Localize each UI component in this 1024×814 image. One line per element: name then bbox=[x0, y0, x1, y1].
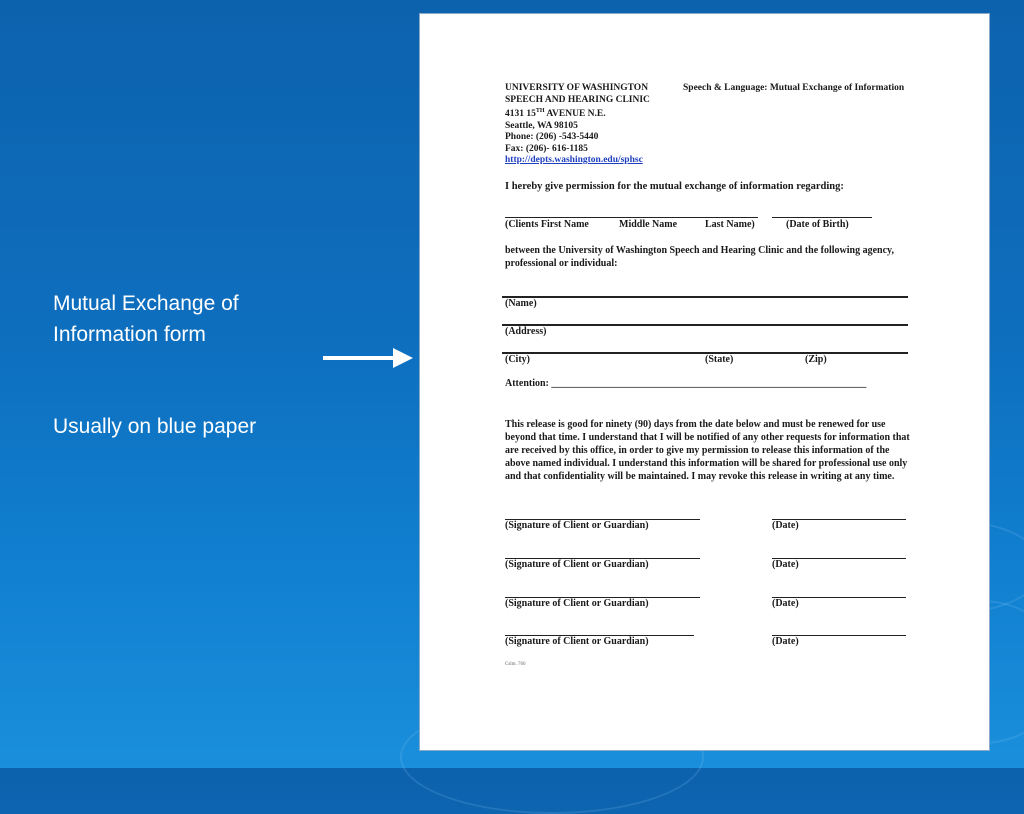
name-label: (Name) bbox=[505, 298, 537, 309]
dob-line[interactable] bbox=[772, 217, 872, 218]
phone-line: Phone: (206) -543-5440 bbox=[505, 132, 599, 143]
fax-line: Fax: (206)- 616-1185 bbox=[505, 143, 588, 154]
caption-line: Information form bbox=[53, 323, 206, 346]
form-title: Speech & Language: Mutual Exchange of Information bbox=[683, 83, 905, 93]
clinic-header bbox=[505, 83, 650, 167]
form-page bbox=[419, 13, 990, 751]
middle-name-label: Middle Name bbox=[619, 219, 678, 230]
first-name-label: (Clients First Name bbox=[505, 219, 589, 230]
caption-note: Usually on blue paper bbox=[53, 415, 257, 438]
address-label: (Address) bbox=[505, 326, 547, 337]
right-arrow-icon bbox=[323, 346, 413, 370]
recipient-name-line[interactable] bbox=[502, 296, 908, 298]
clinic-name: SPEECH AND HEARING CLINIC bbox=[505, 94, 650, 105]
city-line: Seattle, WA 98105 bbox=[505, 120, 578, 131]
city-label: (City) bbox=[505, 354, 530, 365]
org-name: UNIVERSITY OF WASHINGTON bbox=[505, 83, 649, 93]
client-name-line[interactable] bbox=[505, 217, 758, 218]
state-label: (State) bbox=[705, 354, 734, 365]
form-code: Cslm. 760 bbox=[505, 662, 526, 667]
release-statement: This release is good for ninety (90) days from the date below and must be renewed for use beyond that time. I understand that I will be notified of any other requests for information that are received by this office, in order to give my permission to release this information of the above named individual. I understand this information will be shared for professional use only and that confidentiality will be maintained. I may revoke this release in writing at any time. bbox=[505, 419, 910, 482]
permission-statement: I hereby give permission for the mutual exchange of information regarding: bbox=[505, 181, 844, 192]
date-label: (Date) bbox=[772, 520, 799, 531]
dob-label: (Date of Birth) bbox=[786, 219, 849, 230]
caption-title bbox=[53, 288, 239, 350]
signature-label: (Signature of Client or Guardian) bbox=[505, 520, 649, 531]
zip-label: (Zip) bbox=[805, 354, 827, 365]
recipient-address-line[interactable] bbox=[502, 324, 908, 326]
signature-label: (Signature of Client or Guardian) bbox=[505, 598, 649, 609]
website-link[interactable]: http://depts.washington.edu/sphsc bbox=[505, 155, 643, 166]
signature-label: (Signature of Client or Guardian) bbox=[505, 559, 649, 570]
street-address: 4131 15TH AVENUE N.E. bbox=[505, 108, 606, 120]
caption-line: Mutual Exchange of bbox=[53, 292, 239, 315]
last-name-label: Last Name) bbox=[705, 219, 755, 230]
date-label: (Date) bbox=[772, 598, 799, 609]
attention-field[interactable]: Attention: _______________________________________________________________ bbox=[505, 378, 867, 389]
signature-label: (Signature of Client or Guardian) bbox=[505, 636, 649, 647]
date-label: (Date) bbox=[772, 559, 799, 570]
date-label: (Date) bbox=[772, 636, 799, 647]
between-statement: between the University of Washington Speech and Hearing Clinic and the following agency, professional or individual: bbox=[505, 245, 895, 269]
